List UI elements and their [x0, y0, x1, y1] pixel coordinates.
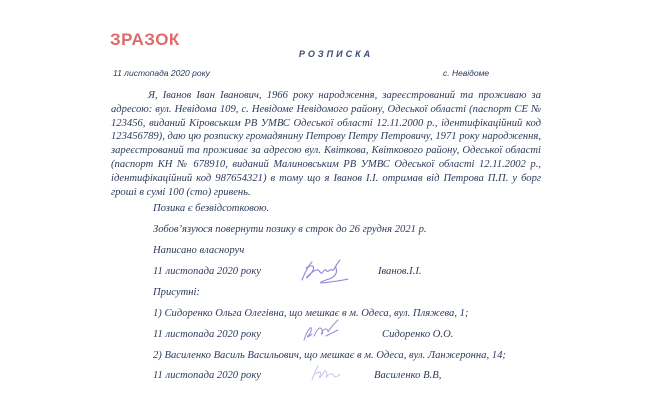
document-date: 11 листопада 2020 року [113, 68, 210, 78]
borrower-signature-icon [296, 254, 352, 288]
repayment-note: Зобов’язуюся повернути позику в строк до 26 грудня 2021 р. [153, 224, 427, 235]
witness-2-signature-icon [308, 362, 342, 384]
sample-watermark: ЗРАЗОК [110, 30, 180, 49]
witness-1-signature-name: Сидоренко О.О. [382, 329, 454, 340]
document-title: РОЗПИСКА [298, 49, 374, 59]
interest-note: Позика є безвідсотковою. [153, 203, 270, 214]
witnesses-label: Присутні: [153, 287, 200, 298]
witness-1-signature-date: 11 листопада 2020 року [153, 329, 262, 340]
handwritten-note: Написано власноруч [153, 245, 245, 256]
witness-2-signature-date: 11 листопада 2020 року [153, 370, 262, 381]
witness-2-description: 2) Василенко Василь Васильович, що мешкає в м. Одеса, вул. Ланжеронна, 14; [153, 350, 506, 361]
document-place: с. Невідоме [443, 68, 490, 78]
borrower-signature-name: Іванов.І.І. [378, 266, 422, 277]
receipt-body-paragraph: Я, Іванов Іван Іванович, 1966 року народження, зареєстрований та проживаю за адресою: вул. Невідома 109, с. Невідоме Невідомого району, Одеської області (паспорт СЕ № 123456, виданий Кіровським РВ УМВС Одеської області 12.11.2000 р., ідентифікаційний код 123456789), даю цю розписку громадянину Петрову Петру Петровичу, 1971 року народження, зареєстрований та проживає за адресою вул. Квіткова, Квіткового району, Одеської області (паспорт КН № 678910, виданий Малиновським РВ УМВС Одеської області 12.11.2002 р., ідентифікаційний код 987654321) в тому що я Іванов І.І. отримав від Петрова П.П. у борг гроші в сумі 100 (сто) гривень. [111, 90, 541, 198]
borrower-signature-date: 11 листопада 2020 року [153, 266, 262, 277]
witness-1-signature-icon [300, 318, 344, 344]
witness-2-signature-name: Василенко В.В, [374, 370, 442, 381]
witness-1-description: 1) Сидоренко Ольга Олегівна, що мешкає в м. Одеса, вул. Пляжева, 1; [153, 308, 469, 319]
